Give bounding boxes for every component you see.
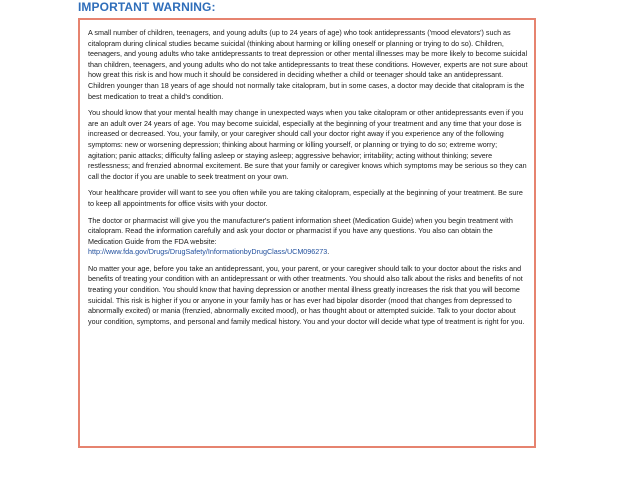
paragraph-children-risk: A small number of children, teenagers, and young adults (up to 24 years of age) who took antidepressants ('mood elevators') such as citalopram during clinical studies became suicidal (thinking about harming or killing oneself or planning or trying to do so). Children, teenagers, and young adults who take antidepressants to treat depression or other mental illnesses may be more likely to become suicidal than children, teenagers, and young adults who do not take antidepressants to treat these conditions. However, experts are not sure about how great this risk is and how much it should be considered in deciding whether a child or teenager should take an antidepressant. Children younger than 18 years of age should not normally take citalopram, but in some cases, a doctor may decide that citalopram is the best medication to treat a child's condition. [88, 28, 528, 101]
paragraph-medication-guide [88, 216, 528, 258]
link-period: . [327, 247, 330, 257]
paragraph-appointments: Your healthcare provider will want to see you often while you are taking citalopram, especially at the beginning of your treatment. Be sure to keep all appointments for office visits with your doctor. [88, 188, 523, 208]
paragraph-adult-risk: You should know that your mental health may change in unexpected ways when you take citalopram or other antidepressants even if you are an adult over 24 years of age. You may become suicidal, especially at the beginning of your treatment and any time that your dose is increased or decreased. You, your family, or your caregiver should call your doctor right away if you experience any of the following symptoms: new or worsening depression; thinking about harming or killing yourself, or planning or trying to do so; extreme worry; agitation; panic attacks; difficulty falling asleep or staying asleep; aggressive behavior; irritability; acting without thinking; severe restlessness; and frenzied abnormal excitement. Be sure that your family or caregiver knows which symptoms may be serious so they can call the doctor if you are unable to seek treatment on your own. [88, 108, 527, 181]
warning-heading: IMPORTANT WARNING: [78, 0, 216, 14]
medication-guide-text: The doctor or pharmacist will give you the manufacturer's patient information sheet (Medication Guide) when you begin treatment with citalopram. Read the information carefully and ask your doctor or pharmacist if you have any questions. You also can obtain the Medication Guide from the FDA website: [88, 215, 513, 246]
fda-medication-guide-link[interactable]: http://www.fda.gov/Drugs/DrugSafety/InformationbyDrugClass/UCM096273 [88, 247, 328, 257]
warning-box [78, 18, 536, 448]
paragraph-talk-to-doctor: No matter your age, before you take an antidepressant, you, your parent, or your caregiver should talk to your doctor about the risks and benefits of treating your condition with an antidepressant or with other treatments. You should also talk about the risks and benefits of not treating your condition. You should know that having depression or another mental illness greatly increases the risk that you will become suicidal. This risk is higher if you or anyone in your family has or has ever had bipolar disorder (mood that changes from depressed to abnormally excited) or mania (frenzied, abnormally excited mood), or has thought about or attempted suicide. Talk to your doctor about your condition, symptoms, and personal and family medical history. You and your doctor will decide what type of treatment is right for you. [88, 263, 525, 326]
